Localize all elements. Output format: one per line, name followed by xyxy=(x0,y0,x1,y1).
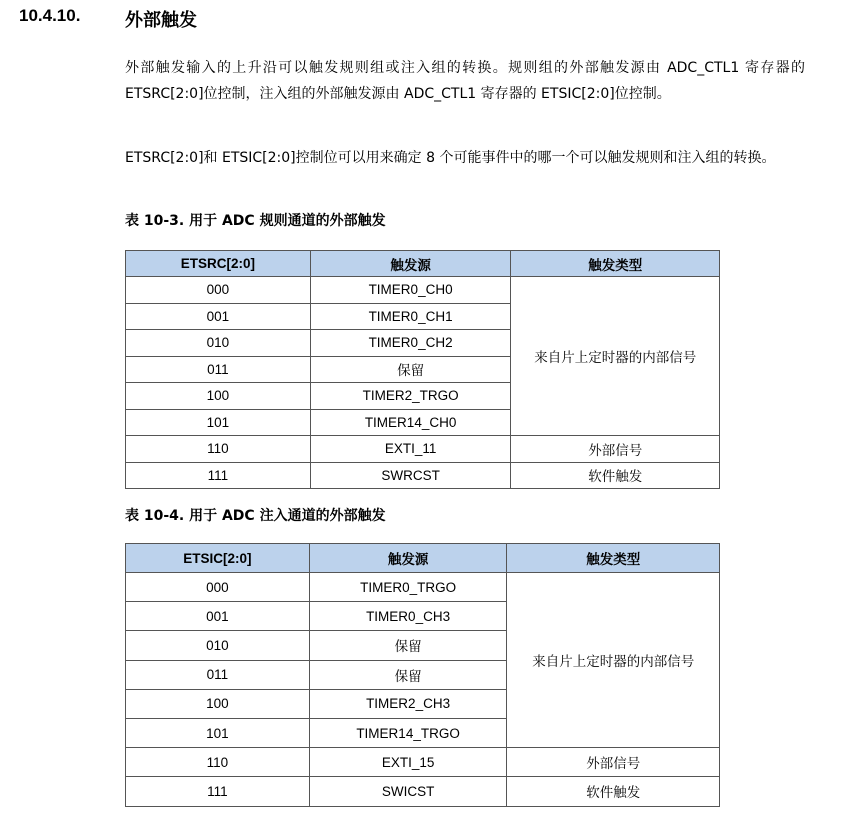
column-header-source: 触发源 xyxy=(309,544,507,573)
type-cell-external: 外部信号 xyxy=(511,436,720,463)
code-cell: 111 xyxy=(126,777,310,806)
source-cell: 保留 xyxy=(309,631,507,660)
column-header-code: ETSIC[2:0] xyxy=(126,544,310,573)
type-cell-internal: 来自片上定时器的内部信号 xyxy=(507,573,720,748)
source-cell: SWRCST xyxy=(310,462,511,489)
source-cell: EXTI_11 xyxy=(310,436,511,463)
source-cell: TIMER0_CH2 xyxy=(310,330,511,357)
code-cell: 010 xyxy=(126,330,311,357)
type-cell-external: 外部信号 xyxy=(507,748,720,777)
type-cell-software: 软件触发 xyxy=(507,777,720,806)
injected-trigger-table xyxy=(125,543,720,807)
code-cell: 101 xyxy=(126,718,310,747)
code-cell: 011 xyxy=(126,356,311,383)
source-cell: 保留 xyxy=(309,660,507,689)
table-row xyxy=(126,462,720,489)
source-cell: TIMER2_TRGO xyxy=(310,383,511,410)
paragraph-trigger-selection: ETSRC[2:0]和 ETSIC[2:0]控制位可以用来确定 8 个可能事件中的哪一个可以触发规则和注入组的转换。 xyxy=(125,150,776,166)
column-header-type: 触发类型 xyxy=(507,544,720,573)
table-row xyxy=(126,748,720,777)
code-cell: 001 xyxy=(126,303,311,330)
regular-trigger-table xyxy=(125,250,720,489)
column-header-code: ETSRC[2:0] xyxy=(126,251,311,277)
source-cell: EXTI_15 xyxy=(309,748,507,777)
table-caption-injected: 表 10-4. 用于 ADC 注入通道的外部触发 xyxy=(125,508,386,524)
column-header-type: 触发类型 xyxy=(511,251,720,277)
column-header-source: 触发源 xyxy=(310,251,511,277)
code-cell: 100 xyxy=(126,383,311,410)
table-row xyxy=(126,573,720,602)
source-cell: TIMER0_TRGO xyxy=(309,573,507,602)
table-header-row xyxy=(126,251,720,277)
table-row xyxy=(126,436,720,463)
code-cell: 100 xyxy=(126,689,310,718)
source-cell: TIMER14_CH0 xyxy=(310,409,511,436)
code-cell: 010 xyxy=(126,631,310,660)
code-cell: 001 xyxy=(126,602,310,631)
table-row xyxy=(126,777,720,806)
paragraph-trigger-intro: 外部触发输入的上升沿可以触发规则组或注入组的转换。规则组的外部触发源由 ADC_CTL1 寄存器的 ETSRC[2:0]位控制，注入组的外部触发源由 ADC_CTL1 寄存器的 ETSIC[2:0]位控制。 xyxy=(125,60,805,102)
code-cell: 110 xyxy=(126,748,310,777)
code-cell: 000 xyxy=(126,277,311,304)
source-cell: TIMER2_CH3 xyxy=(309,689,507,718)
source-cell: TIMER14_TRGO xyxy=(309,718,507,747)
type-cell-internal: 来自片上定时器的内部信号 xyxy=(511,277,720,436)
code-cell: 101 xyxy=(126,409,311,436)
section-number: 10.4.10. xyxy=(19,6,81,25)
section-title: 外部触发 xyxy=(125,10,197,31)
code-cell: 000 xyxy=(126,573,310,602)
source-cell: TIMER0_CH3 xyxy=(309,602,507,631)
table-caption-regular: 表 10-3. 用于 ADC 规则通道的外部触发 xyxy=(125,213,386,229)
source-cell: SWICST xyxy=(309,777,507,806)
code-cell: 011 xyxy=(126,660,310,689)
code-cell: 110 xyxy=(126,436,311,463)
source-cell: 保留 xyxy=(310,356,511,383)
source-cell: TIMER0_CH0 xyxy=(310,277,511,304)
code-cell: 111 xyxy=(126,462,311,489)
table-header-row xyxy=(126,544,720,573)
source-cell: TIMER0_CH1 xyxy=(310,303,511,330)
type-cell-software: 软件触发 xyxy=(511,462,720,489)
table-row xyxy=(126,277,720,304)
